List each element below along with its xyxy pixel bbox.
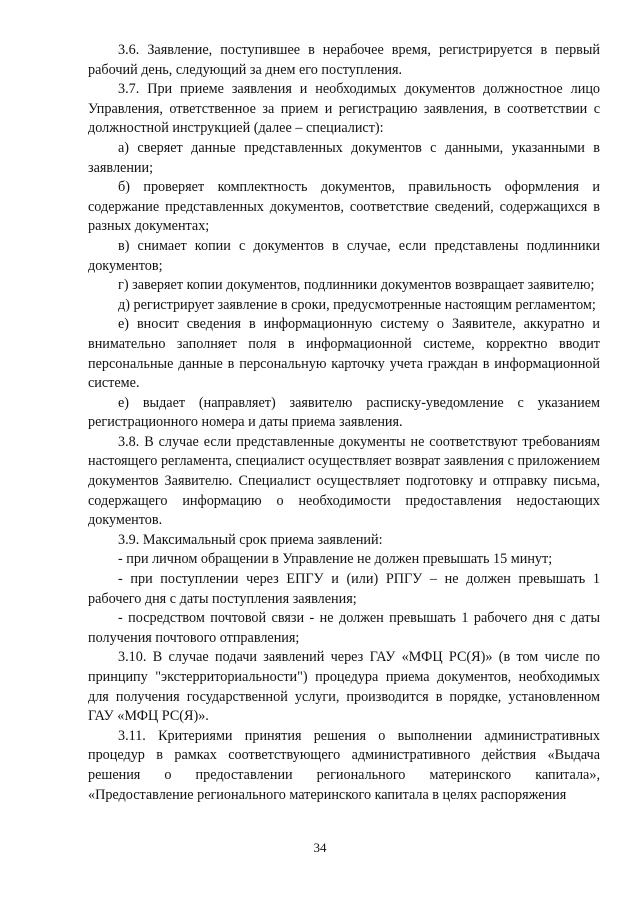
list-item-v: в) снимает копии с документов в случае, если представлены подлинники документов;: [88, 237, 600, 274]
deadline-in-person: - при личном обращении в Управление не должен превышать 15 минут;: [118, 551, 553, 568]
paragraph-3-6: 3.6. Заявление, поступившее в нерабочее время, регистрируется в первый рабочий день, следующий за днем его поступления.: [88, 42, 600, 78]
deadline-post: - посредством почтовой связи - не должен превышать 1 рабочего дня с даты получения почтового отправления;: [88, 610, 600, 646]
paragraph-3-7: 3.7. При приеме заявления и необходимых документов должностное лицо Управления, ответственное за прием и регистрацию заявления, в соответствии с должностной инструкцией (далее – специалист):: [88, 81, 600, 137]
list-item-e: е) вносит сведения в информационную систему о Заявителе, аккуратно и внимательно заполняет поля в информационной системе, корректно вводит персональные данные в персональную карточку учета граждан в информационной системе.: [88, 316, 600, 392]
list-item-d: д) регистрирует заявление в сроки, предусмотренные настоящим регламентом;: [118, 296, 596, 313]
paragraph-3-10: 3.10. В случае подачи заявлений через ГАУ «МФЦ РС(Я)» (в том числе по принципу "экстерриториальности") процедура приема документов, необходимых для получения государственной услуги, производится в порядке, установленном ГАУ «МФЦ РС(Я)».: [88, 649, 600, 725]
list-item-a: а) сверяет данные представленных документов с данными, указанными в заявлении;: [88, 139, 600, 176]
list-item-e-2: е) выдает (направляет) заявителю расписку-уведомление с указанием регистрационного номера и даты приема заявления.: [88, 394, 600, 431]
paragraph-3-9: 3.9. Максимальный срок приема заявлений:: [118, 531, 383, 548]
paragraph-3-8: 3.8. В случае если представленные документы не соответствуют требованиям настоящего регламента, специалист осуществляет возврат заявления с приложением документов Заявителю. Специалист осуществляет подготовку и отправку письма, содержащего информацию о необходимости предоставления недостающих документов.: [88, 433, 600, 529]
paragraph-3-11: 3.11. Критериями принятия решения о выполнении административных процедур в рамках соответствующего административного действия «Выдача решения о предоставлении регионального материнского капитала», «Предоставление регионального материнского капитала в целях распоряжения: [88, 727, 600, 803]
document-page: [88, 41, 600, 805]
deadline-online: - при поступлении через ЕПГУ и (или) РПГУ – не должен превышать 1 рабочего дня с даты поступления заявления;: [88, 571, 600, 607]
list-item-b: б) проверяет комплектность документов, правильность оформления и содержание представленных документов, соответствие сведений, содержащихся в разных документах;: [88, 179, 600, 235]
list-item-g: г) заверяет копии документов, подлинники документов возвращает заявителю;: [118, 277, 595, 294]
page-number: 34: [313, 840, 327, 855]
